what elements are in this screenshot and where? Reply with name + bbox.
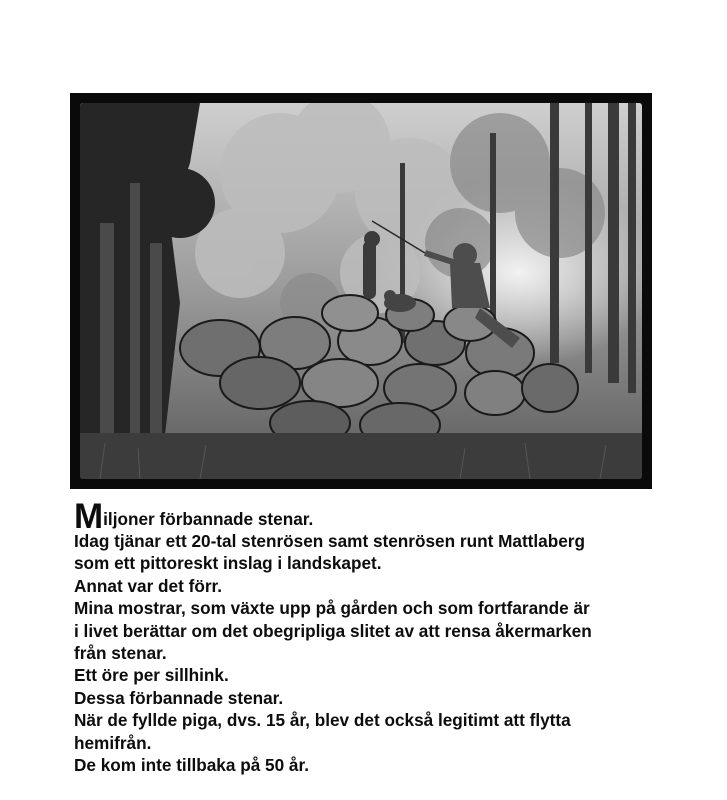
text-line: som ett pittoreskt inslag i landskapet. [74, 553, 382, 574]
text-line: från stenar. [74, 643, 167, 664]
article-title [74, 497, 674, 536]
photo-girl-with-cats-on-stone-wall [80, 103, 642, 479]
title-rest: iljoner förbannade stenar. [103, 508, 314, 529]
text-line: i livet berättar om det obegripliga slitet av att rensa åkermarken [74, 620, 592, 641]
text-line: De kom inte tillbaka på 50 år. [74, 755, 309, 776]
text-line: Dessa förbannade stenar. [74, 687, 284, 708]
text-line: Idag tjänar ett 20-tal stenrösen samt stenrösen runt Mattlaberg [74, 531, 585, 551]
article-text [74, 497, 674, 776]
dropcap: M [74, 497, 104, 536]
text-line: Mina mostrar, som växte upp på gården och som fortfarande är [74, 598, 590, 619]
text-line: Annat var det förr. [74, 575, 223, 596]
text-line: Ett öre per sillhink. [74, 665, 229, 686]
text-line: När de fyllde piga, dvs. 15 år, blev det också legitimt att flytta [74, 710, 571, 731]
text-line: hemifrån. [74, 732, 152, 753]
photo-frame [70, 93, 652, 489]
